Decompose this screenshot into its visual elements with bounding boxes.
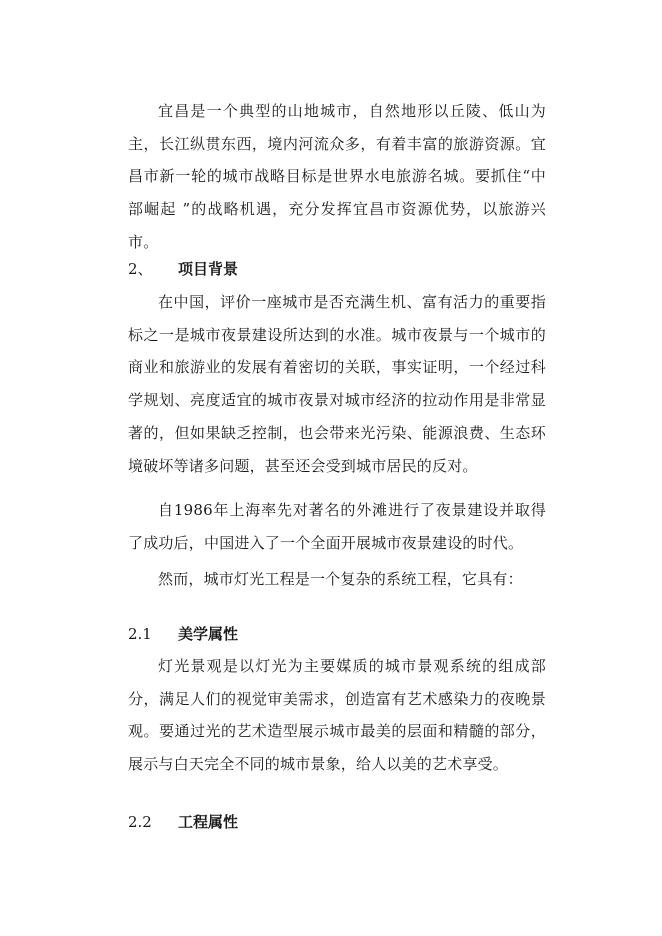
aesthetic-paragraph: 灯光景观是以灯光为主要媒质的城市景观系统的组成部分，满足人们的视觉审美需求，创造富有艺术感染力的夜晚景观。要通过光的艺术造型展示城市最美的层面和精髓的部分，展示与白天完全不同的城市景象，给人以美的艺术享受。 bbox=[128, 657, 546, 774]
background-paragraph-3: 然而，城市灯光工程是一个复杂的系统工程，它具有： bbox=[158, 570, 523, 588]
section-2-1-title: 美学属性 bbox=[178, 625, 239, 643]
background-paragraph-1: 在中国，评价一座城市是否充满生机、富有活力的重要指标之一是城市夜景建设所达到的水准。城市夜景与一个城市的商业和旅游业的发展有着密切的关联，事实证明，一个经过科学规划、亮度适宜的城市夜景对城市经济的拉动作用是非常显著的，但如果缺乏控制，也会带来光污染、能源浪费、生态环境破坏等诸多问题，甚至还会受到城市居民的反对。 bbox=[128, 293, 546, 475]
background-paragraph-2: 自1986年上海率先对著名的外滩进行了夜景建设并取得了成功后，中国进入了一个全面开展城市夜景建设的时代。 bbox=[128, 501, 546, 552]
section-2-heading bbox=[128, 257, 238, 281]
section-2-2-number: 2.2 bbox=[128, 813, 152, 831]
section-2-number: 2、 bbox=[128, 260, 153, 278]
section-2-title: 项目背景 bbox=[178, 260, 239, 278]
section-2-2-heading bbox=[128, 810, 238, 834]
intro-paragraph: 宜昌是一个典型的山地城市，自然地形以丘陵、低山为主，长江纵贯东西，境内河流众多，有着丰富的旅游资源。宜昌市新一轮的城市战略目标是世界水电旅游名城。要抓住“中部崛起 ”的战略机遇，充分发挥宜昌市资源优势，以旅游兴市。 bbox=[128, 102, 546, 251]
section-2-1-heading bbox=[128, 622, 238, 646]
section-2-2-title: 工程属性 bbox=[178, 813, 239, 831]
section-2-1-number: 2.1 bbox=[128, 625, 152, 643]
